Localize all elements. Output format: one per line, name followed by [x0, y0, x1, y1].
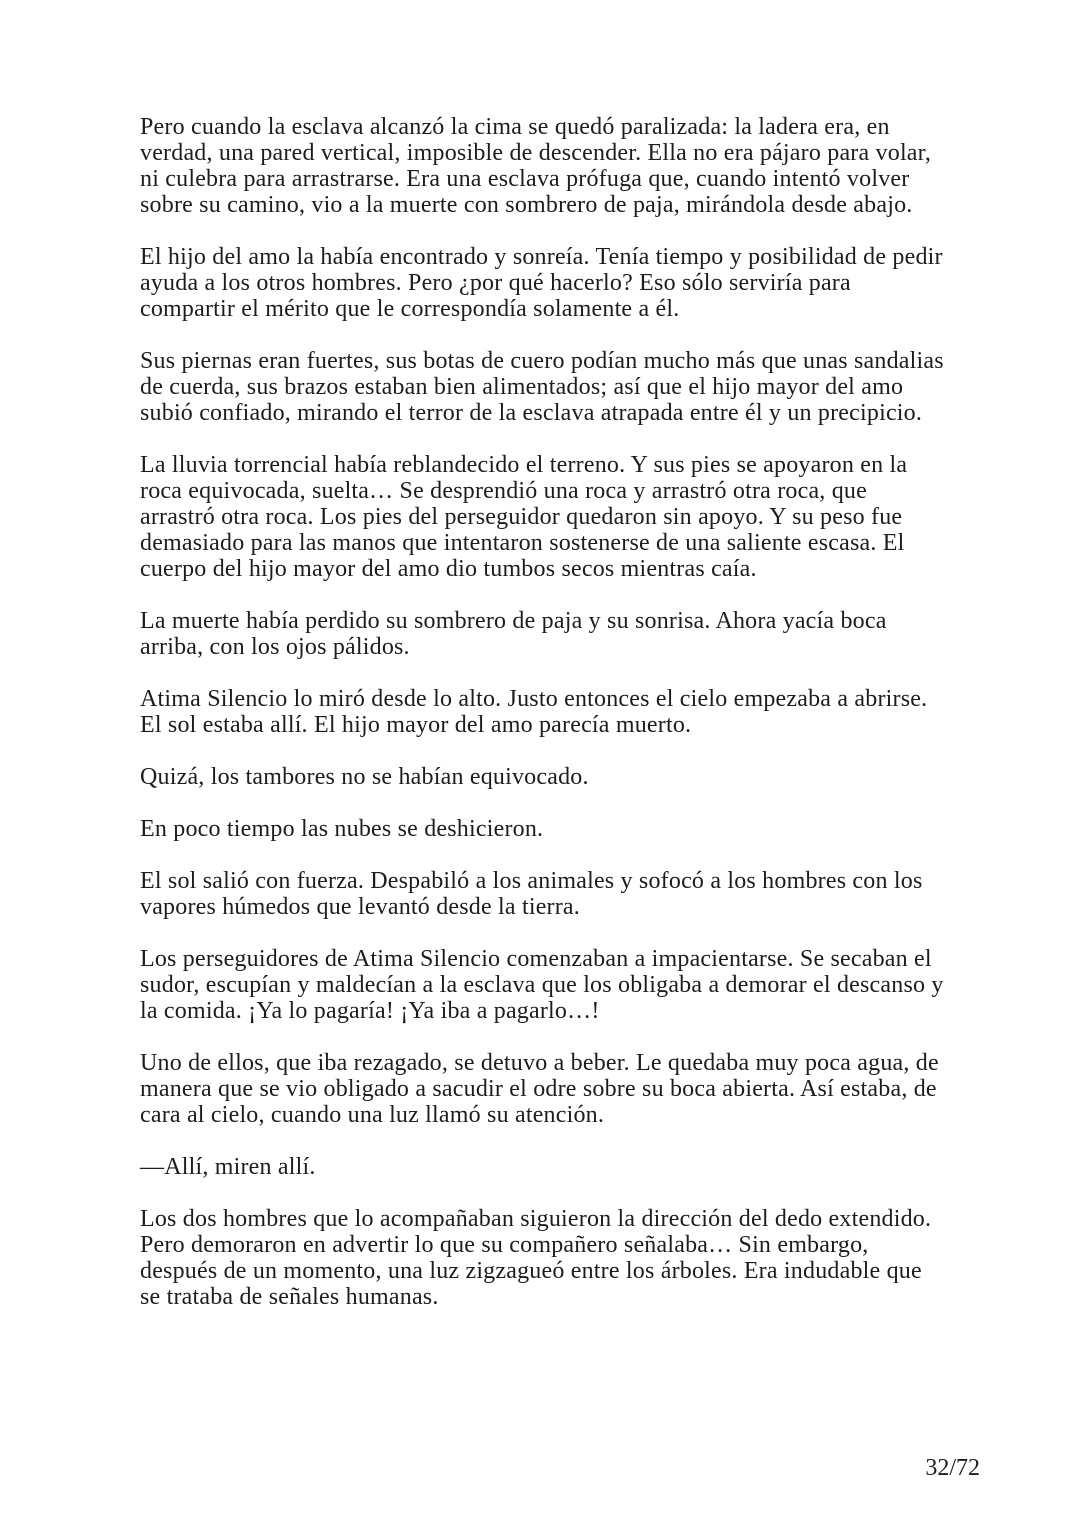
paragraph: Quizá, los tambores no se habían equivocado.	[140, 764, 589, 790]
paragraph: En poco tiempo las nubes se deshicieron.	[140, 816, 544, 842]
paragraph: La muerte había perdido su sombrero de paja y su sonrisa. Ahora yacía boca arriba, con los ojos pálidos.	[140, 608, 887, 660]
paragraph: Los perseguidores de Atima Silencio comenzaban a impacientarse. Se secaban el sudor, escupían y maldecían a la esclava que los obligaba a demorar el descanso y la comida. ¡Ya lo pagaría! ¡Ya iba a pagarlo…!	[140, 946, 944, 1024]
paragraph: La lluvia torrencial había reblandecido el terreno. Y sus pies se apoyaron en la roca equivocada, suelta… Se desprendió una roca y arrastró otra roca, que arrastró otra roca. Los pies del perseguidor quedaron sin apoyo. Y su peso fue demasiado para las manos que intentaron sostenerse de una saliente escasa. El cuerpo del hijo mayor del amo dio tumbos secos mientras caía.	[140, 452, 908, 582]
page-indicator: 32/72	[925, 1455, 980, 1481]
paragraph: Sus piernas eran fuertes, sus botas de cuero podían mucho más que unas sandalias de cuerda, sus brazos estaban bien alimentados; así que el hijo mayor del amo subió confiado, mirando el terror de la esclava atrapada entre él y un precipicio.	[140, 348, 944, 426]
paragraph-dialogue: Uno de ellos, que iba rezagado, se detuvo a beber. Le quedaba muy poca agua, de manera que se vio obligado a sacudir el odre sobre su boca abierta. Así estaba, de cara al cielo, cuando una luz llamó su atención.	[140, 1050, 939, 1128]
book-text-column	[140, 114, 948, 1336]
paragraph: El sol salió con fuerza. Despabiló a los animales y sofocó a los hombres con los vapores húmedos que levantó desde la tierra.	[140, 868, 923, 920]
paragraph: El hijo del amo la había encontrado y sonreía. Tenía tiempo y posibilidad de pedir ayuda a los otros hombres. Pero ¿por qué hacerlo? Eso sólo serviría para compartir el mérito que le correspondía solamente a él.	[140, 244, 943, 322]
paragraph: Los dos hombres que lo acompañaban siguieron la dirección del dedo extendido. Pero demoraron en advertir lo que su compañero señalaba… Sin embargo, después de un momento, una luz zigzagueó entre los árboles. Era indudable que se trataba de señales humanas.	[140, 1206, 932, 1310]
paragraph: Atima Silencio lo miró desde lo alto. Justo entonces el cielo empezaba a abrirse. El sol estaba allí. El hijo mayor del amo parecía muerto.	[140, 686, 928, 738]
paragraph-dialogue: —Allí, miren allí.	[140, 1154, 316, 1180]
paragraph: Pero cuando la esclava alcanzó la cima se quedó paralizada: la ladera era, en verdad, una pared vertical, imposible de descender. Ella no era pájaro para volar, ni culebra para arrastrarse. Era una esclava prófuga que, cuando intentó volver sobre su camino, vio a la muerte con sombrero de paja, mirándola desde abajo.	[140, 114, 932, 218]
